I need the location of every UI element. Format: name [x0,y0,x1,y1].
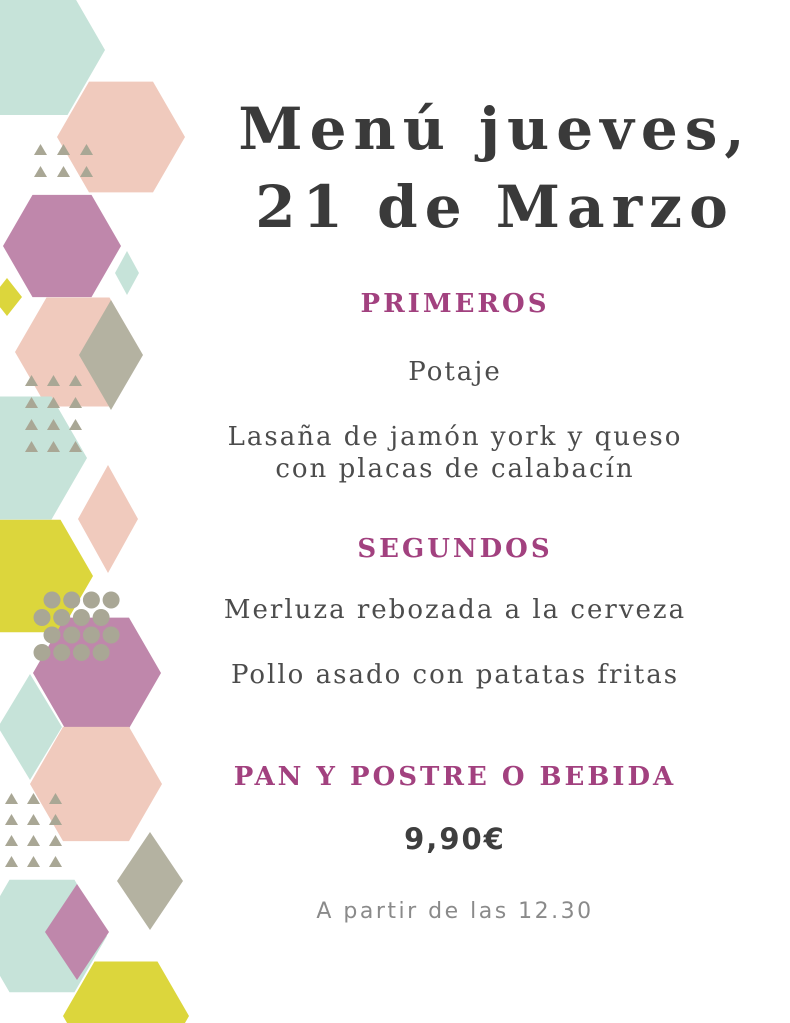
dot-shape [53,609,70,626]
footer-heading-pan-postre: PAN Y POSTRE O BEBIDA [233,762,677,792]
page-title [200,90,790,246]
triangle-shape [27,856,40,867]
dot-shape [93,609,110,626]
menu-item-pollo: Pollo asado con patatas fritas [230,660,680,690]
menu-price: 9,90€ [404,822,506,856]
triangle-shape [27,835,40,846]
dot-shape [63,592,80,609]
hexagon-shape [0,397,87,520]
page-title-line1: Menú jueves, [238,95,752,163]
dot-shape [44,592,61,609]
triangle-shape [5,835,18,846]
section-heading-segundos: SEGUNDOS [357,534,553,564]
diamond-shape [0,278,22,316]
dot-shape [103,592,120,609]
diamond-shape [78,465,138,573]
page-title-line2: 21 de Marzo [255,173,735,241]
dot-shape [34,644,51,661]
triangle-shape [27,814,40,825]
menu-item-lasagna: Lasaña de jamón york y queso con placas de calabacín [227,422,683,484]
menu-item-lasagna-row [160,421,750,485]
triangle-shape [5,793,18,804]
dot-shape [83,627,100,644]
dot-shape [103,627,120,644]
section-heading-primeros: PRIMEROS [360,289,550,319]
triangle-shape [5,856,18,867]
dot-shape [83,592,100,609]
triangle-shape [34,166,47,177]
dot-shape [93,644,110,661]
menu-item-potaje: Potaje [408,357,502,387]
dot-shape [34,609,51,626]
triangle-shape [57,166,70,177]
triangle-shape [5,814,18,825]
menu-item-merluza: Merluza rebozada a la cerveza [223,595,687,625]
dot-shape [63,627,80,644]
triangle-shape [34,144,47,155]
triangle-shape [49,835,62,846]
serving-time-note: A partir de las 12.30 [316,899,594,924]
triangle-shape [49,856,62,867]
dot-shape [73,644,90,661]
dot-shape [73,609,90,626]
dot-shape [53,644,70,661]
dot-shape [44,627,61,644]
hexagon-shape [3,195,121,297]
triangle-shape [69,419,82,430]
